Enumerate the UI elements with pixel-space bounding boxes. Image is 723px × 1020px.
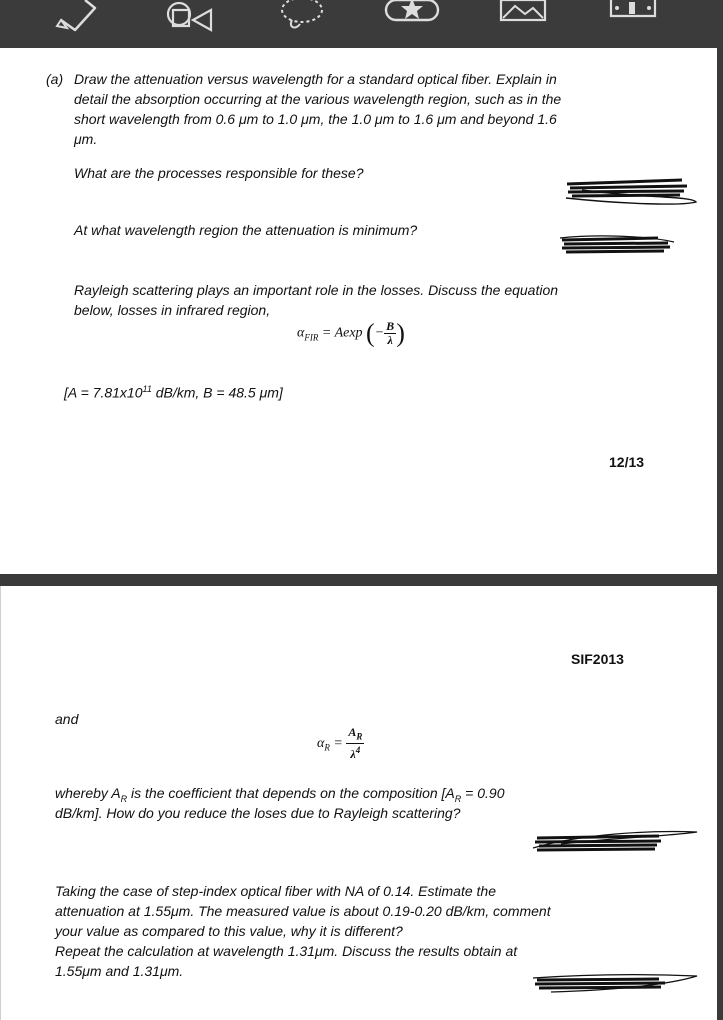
redaction-scribble: [531, 826, 701, 860]
constants-a: [A = 7.81x10: [64, 384, 143, 401]
shapes-icon[interactable]: [165, 0, 215, 40]
step-index-line-1: Taking the case of step-index optical fiber with NA of 0.14. Estimate the: [55, 883, 496, 899]
formula-denominator: λ: [387, 333, 393, 347]
step-index-line-3: your value as compared to this value, why it is different?: [55, 923, 403, 939]
formula-lhs: α: [297, 325, 305, 341]
formula-sign: −: [374, 325, 385, 341]
question-text-line-2: detail the absorption occurring at the various wavelength region, such as in the: [74, 91, 562, 107]
whereby-line-2: dB/km]. How do you reduce the loses due to Rayleigh scattering?: [55, 805, 461, 821]
redaction-scribble: [558, 232, 678, 260]
constants-line: [64, 380, 283, 402]
marks-label: 12/13: [609, 454, 645, 470]
document-page-2: [0, 586, 717, 1020]
redaction-scribble: [562, 172, 702, 212]
constants-b: dB/km, B = 48.5 μm]: [151, 384, 283, 401]
formula-rhs: Aexp: [334, 325, 363, 341]
step-index-line-4: Repeat the calculation at wavelength 1.31μm. Discuss the results obtain at: [55, 943, 518, 959]
star-stamp-icon[interactable]: [383, 0, 441, 40]
formula-rayleigh: [317, 726, 364, 761]
formula-r-lhs-sub: R: [324, 742, 330, 753]
formula-equals: =: [321, 325, 332, 341]
question-label: (a): [46, 71, 64, 87]
rayleigh-text-line-1: Rayleigh scattering plays an important role in the losses. Discuss the equation: [74, 282, 559, 298]
constants-exponent: 11: [142, 384, 152, 394]
formula-lhs-sub: FIR: [304, 332, 319, 343]
whereby-line-1: whereby $A_R$ is the coefficient that depends on the composition [$A_R = 0.90$: [55, 785, 505, 804]
question-text-line-4: μm.: [74, 131, 98, 147]
formula-r-equals: =: [333, 735, 343, 751]
formula-r-numerator: $A_R$: [346, 726, 364, 744]
formula-infrared-loss: $\alpha_{FIR} = Aexp$ (− $\frac{B}{\lambda}$ ): [297, 318, 405, 348]
rayleigh-text-line-2: below, losses in infrared region,: [74, 302, 271, 318]
document-page-1: [0, 48, 717, 574]
and-text: and: [55, 711, 79, 727]
question-min-region: At what wavelength region the attenuation is minimum?: [74, 222, 418, 238]
formula-r-denominator: $\lambda^4$: [350, 745, 361, 762]
highlighter-icon[interactable]: [55, 0, 103, 40]
formula-numerator: B: [386, 319, 395, 333]
redaction-scribble: [531, 972, 701, 998]
annotation-toolbar: [0, 0, 723, 48]
step-index-line-5: 1.55μm and 1.31μm.: [55, 963, 184, 979]
image-icon[interactable]: [497, 0, 549, 40]
course-code: SIF2013: [571, 651, 624, 667]
question-text-line-3: short wavelength from 0.6 μm to 1.0 μm, the 1.0 μm to 1.6 μm and beyond 1.6: [74, 111, 557, 127]
lasso-icon[interactable]: [278, 0, 328, 40]
step-index-line-2: attenuation at 1.55μm. The measured value is about 0.19-0.20 dB/km, comment: [55, 903, 551, 919]
formula-r-lhs: α: [317, 735, 325, 751]
question-processes: What are the processes responsible for these?: [74, 165, 364, 181]
camera-icon[interactable]: [605, 0, 660, 40]
question-text-line-1: Draw the attenuation versus wavelength for a standard optical fiber. Explain in: [74, 71, 557, 87]
